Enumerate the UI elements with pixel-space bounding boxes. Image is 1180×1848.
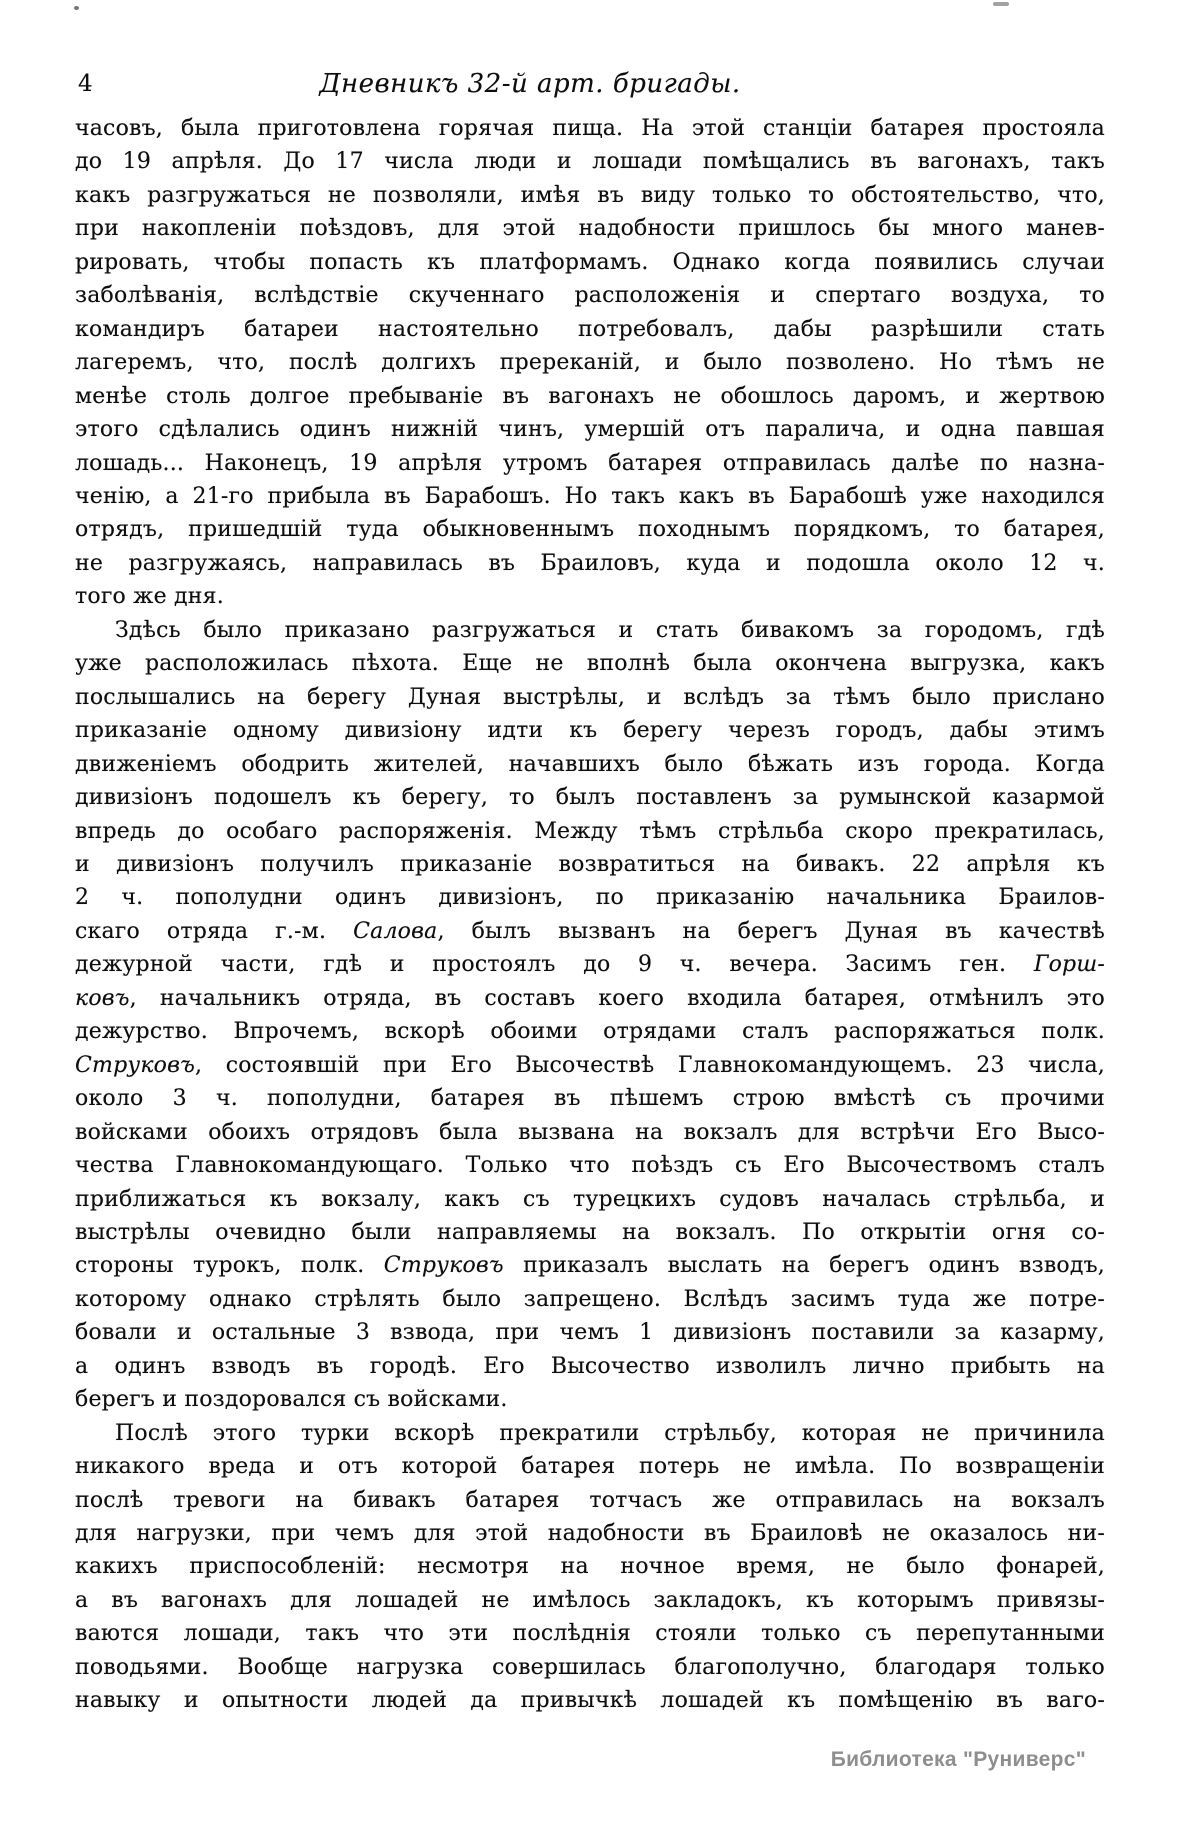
text-line: ваются лошади, такъ что эти послѣднія стояли только съ перепутанными	[75, 1621, 1105, 1647]
scan-artifact	[993, 2, 1009, 6]
text-line: войсками обоихъ отрядовъ была вызвана на вокзалъ для встрѣчи Его Высо-	[75, 1119, 1105, 1145]
paragraph	[75, 614, 1105, 1417]
text-line: заболѣванія, вслѣдствіе скученнаго расположенія и спертаго воздуха, то	[75, 283, 1105, 309]
text-line: ченію, а 21-го прибыла въ Барабошъ. Но такъ какъ въ Барабошѣ уже находился	[75, 483, 1105, 509]
text-line: выстрѣлы очевидно были направляемы на вокзалъ. По открытіи огня со-	[75, 1219, 1105, 1245]
text-line: а въ вагонахъ для лошадей не имѣлось закладокъ, къ которымъ привязы-	[75, 1587, 1105, 1613]
text-line: приближаться къ вокзалу, какъ съ турецкихъ судовъ началась стрѣльба, и	[75, 1186, 1105, 1212]
text-line: движеніемъ ободрить жителей, начавшихъ было бѣжать изъ города. Когда	[75, 751, 1105, 777]
body-text	[75, 112, 1105, 1718]
paragraph	[75, 1417, 1105, 1718]
text-line: Здѣсь было приказано разгружаться и стать бивакомъ за городомъ, гдѣ	[115, 617, 1105, 643]
paragraph	[75, 112, 1105, 614]
text-line: до 19 апрѣля. До 17 числа люди и лошади помѣщались въ вагонахъ, такъ	[75, 149, 1105, 175]
text-line: бовали и остальные 3 взвода, при чемъ 1 дивизіонъ поставили за казарму,	[75, 1320, 1105, 1346]
text-line: лагеремъ, что, послѣ долгихъ пререканій, и было позволено. Но тѣмъ не	[75, 350, 1105, 376]
text-line: чества Главнокомандующаго. Только что поѣздъ съ Его Высочествомъ сталъ	[75, 1153, 1105, 1179]
text-line: никакого вреда и отъ которой батарея потерь не имѣла. По возвращеніи	[75, 1454, 1105, 1480]
text-line: Послѣ этого турки вскорѣ прекратили стрѣльбу, которая не причинила	[115, 1420, 1105, 1446]
text-line: лошадь... Наконецъ, 19 апрѣля утромъ батарея отправилась далѣе по назна-	[75, 450, 1105, 476]
text-line: дивизіонъ подошелъ къ берегу, то былъ поставленъ за румынской казармой	[75, 785, 1105, 811]
text-line: 2 ч. пополудни одинъ дивизіонъ, по приказанію начальника Браилов-	[75, 885, 1105, 911]
text-line: дежурной части, гдѣ и простоялъ до 9 ч. вечера. Засимъ ген. Горш-	[75, 952, 1105, 978]
italic-name: Горш-	[1033, 952, 1105, 978]
text-line: часовъ, была приготовлена горячая пища. На этой станціи батарея простояла	[75, 116, 1105, 141]
text-line: а одинъ взводъ въ городѣ. Его Высочество изволилъ лично прибыть на	[75, 1353, 1105, 1379]
text-line: берегъ и поздоровался съ войсками.	[75, 1387, 508, 1413]
text-line: при накопленіи поѣздовъ, для этой надобности пришлось бы много манев-	[75, 216, 1105, 242]
scan-artifact	[74, 6, 79, 10]
page-number: 4	[78, 71, 93, 97]
text-line: скаго отряда г.-м. Салова, былъ вызванъ на берегъ Дуная въ качествѣ	[75, 918, 1106, 944]
text-line: для нагрузки, при чемъ для этой надобности въ Браиловѣ не оказалось ни-	[75, 1521, 1105, 1547]
text-line: навыку и опытности людей да привычкѣ лошадей къ помѣщенію въ ваго-	[75, 1688, 1105, 1714]
text-line: менѣе столь долгое пребываніе въ вагонахъ не обошлось даромъ, и жертвою	[75, 383, 1105, 409]
text-line: уже расположилась пѣхота. Еще не вполнѣ была окончена выгрузка, какъ	[75, 651, 1105, 677]
text-line: около 3 ч. пополудни, батарея въ пѣшемъ строю вмѣстѣ съ прочими	[75, 1086, 1105, 1112]
text-line: этого сдѣлались одинъ нижній чинъ, умершій отъ паралича, и одна павшая	[75, 417, 1105, 443]
text-line: какихъ приспособленій: несмотря на ночное время, не было фонарей,	[75, 1554, 1105, 1580]
text-line: какъ разгружаться не позволяли, имѣя въ виду только то обстоятельство, что,	[75, 182, 1105, 208]
text-line: впредь до особаго распоряженія. Между тѣмъ стрѣльба скоро прекратилась,	[75, 818, 1105, 844]
text-line: и дивизіонъ получилъ приказаніе возвратиться на бивакъ. 22 апрѣля къ	[75, 851, 1105, 877]
text-line: поводьями. Вообще нагрузка совершилась благополучно, благодаря только	[75, 1654, 1105, 1680]
italic-name: ковъ	[75, 985, 130, 1011]
italic-name: Струковъ	[75, 1052, 195, 1078]
italic-name: Салова	[353, 918, 438, 944]
text-line: приказаніе одному дивизіону идти къ берегу черезъ городъ, дабы этимъ	[75, 718, 1105, 744]
text-line: того же дня.	[75, 584, 224, 610]
italic-name: Струковъ	[383, 1253, 504, 1279]
text-line: стороны турокъ, полк. Струковъ приказалъ выслать на берегъ одинъ взводъ,	[75, 1253, 1105, 1279]
text-line: ковъ, начальникъ отряда, въ составъ коего входила батарея, отмѣнилъ это	[75, 985, 1105, 1011]
text-line: не разгружаясь, направилась въ Браиловъ, куда и подошла около 12 ч.	[75, 550, 1105, 576]
text-line: командиръ батареи настоятельно потребовалъ, дабы разрѣшили стать	[75, 316, 1105, 342]
text-line: отрядъ, пришедшій туда обыкновеннымъ походнымъ порядкомъ, то батарея,	[75, 517, 1105, 543]
text-line: Струковъ, состоявшій при Его Высочествѣ Главнокомандующемъ. 23 числа,	[75, 1052, 1105, 1078]
text-line: послѣ тревоги на бивакъ батарея тотчасъ же отправилась на вокзалъ	[75, 1487, 1105, 1513]
text-line: рировать, чтобы попасть къ платформамъ. Однако когда появились случаи	[75, 249, 1105, 275]
text-line: послышались на берегу Дуная выстрѣлы, и вслѣдъ за тѣмъ было прислано	[75, 684, 1105, 710]
text-line: дежурство. Впрочемъ, вскорѣ обоими отрядами сталъ распоряжаться полк.	[75, 1019, 1105, 1045]
text-line: которому однако стрѣлять было запрещено. Вслѣдъ засимъ туда же потре-	[75, 1286, 1105, 1312]
running-title: Дневникъ 32-й арт. бригады.	[319, 69, 741, 99]
library-watermark: Библиотека "Руниверс"	[830, 1748, 1086, 1771]
